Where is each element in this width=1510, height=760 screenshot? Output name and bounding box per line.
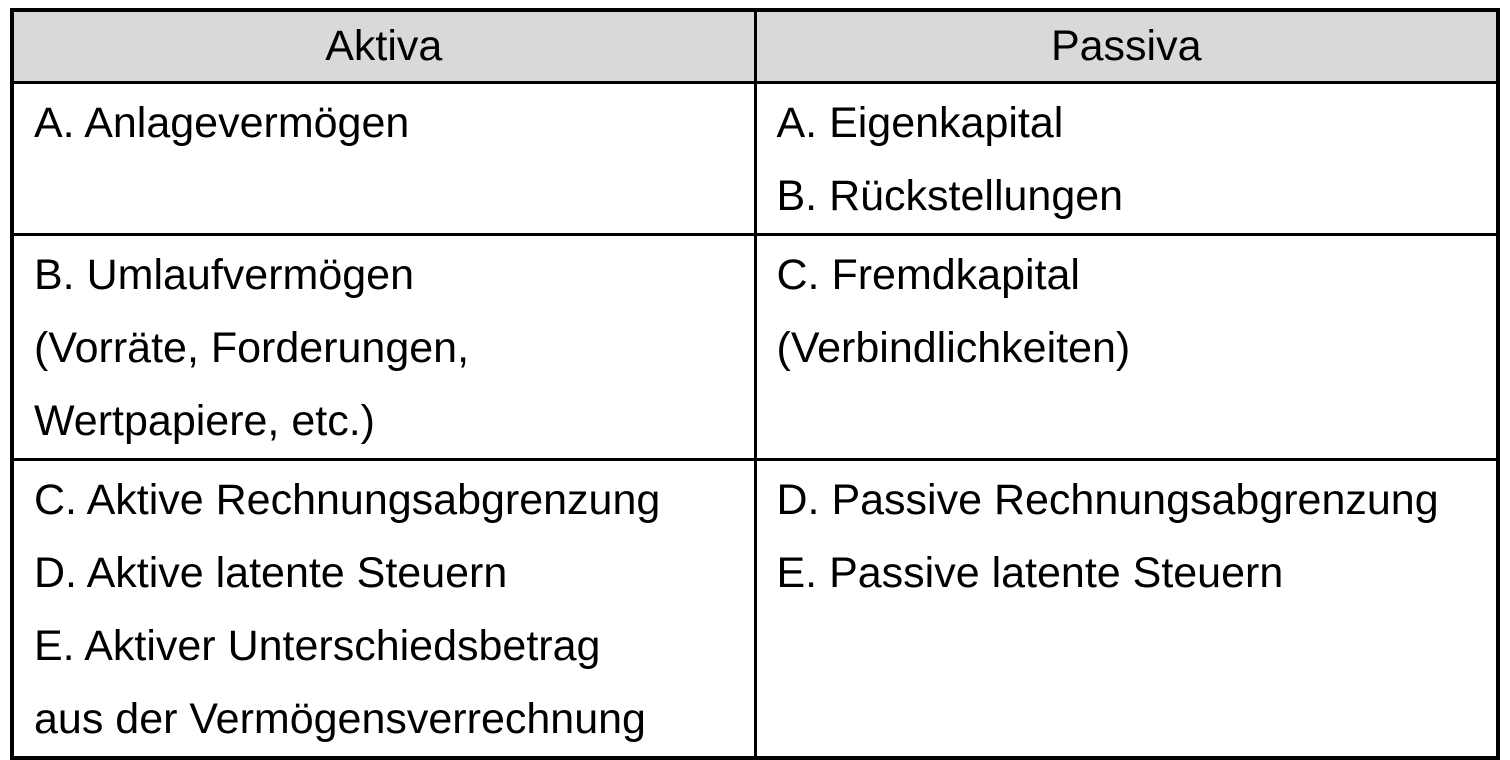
cell-line: C. Fremdkapital xyxy=(776,250,1080,299)
cell-line: B. Umlaufvermögen xyxy=(34,250,414,299)
cell-line: aus der Vermögensverrechnung xyxy=(34,694,646,743)
cell-line: B. Rückstellungen xyxy=(776,171,1124,220)
cell-line: (Vorräte, Forderungen, xyxy=(34,323,470,372)
cell-line: C. Aktive Rechnungsabgrenzung xyxy=(34,475,661,524)
cell-passiva-fremdkapital xyxy=(755,234,1498,459)
header-label-aktiva: Aktiva xyxy=(325,21,443,70)
table-row xyxy=(12,82,1498,234)
header-label-passiva: Passiva xyxy=(1050,21,1202,70)
table-row xyxy=(12,459,1498,758)
cell-line: E. Aktiver Unterschiedsbetrag xyxy=(34,621,601,670)
cell-aktiva-umlaufvermoegen xyxy=(12,234,755,459)
cell-line: A. Anlagevermögen xyxy=(34,98,410,147)
cell-line: D. Passive Rechnungsabgrenzung xyxy=(776,475,1439,524)
balance-sheet-table xyxy=(10,8,1500,760)
cell-aktiva-anlagevermoegen xyxy=(12,82,755,234)
balance-sheet-header-row xyxy=(12,10,1498,82)
cell-passiva-abgrenzung-steuern xyxy=(755,459,1498,758)
cell-line: A. Eigenkapital xyxy=(776,98,1064,147)
cell-line: D. Aktive latente Steuern xyxy=(34,548,508,597)
header-cell-passiva xyxy=(755,10,1498,82)
cell-line: (Verbindlichkeiten) xyxy=(776,323,1131,372)
cell-passiva-eigenkapital-rueckstellungen xyxy=(755,82,1498,234)
header-cell-aktiva xyxy=(12,10,755,82)
cell-aktiva-abgrenzung-steuern-unterschiedsbetrag xyxy=(12,459,755,758)
cell-line: E. Passive latente Steuern xyxy=(776,548,1284,597)
cell-line: Wertpapiere, etc.) xyxy=(34,396,375,445)
table-row xyxy=(12,234,1498,459)
